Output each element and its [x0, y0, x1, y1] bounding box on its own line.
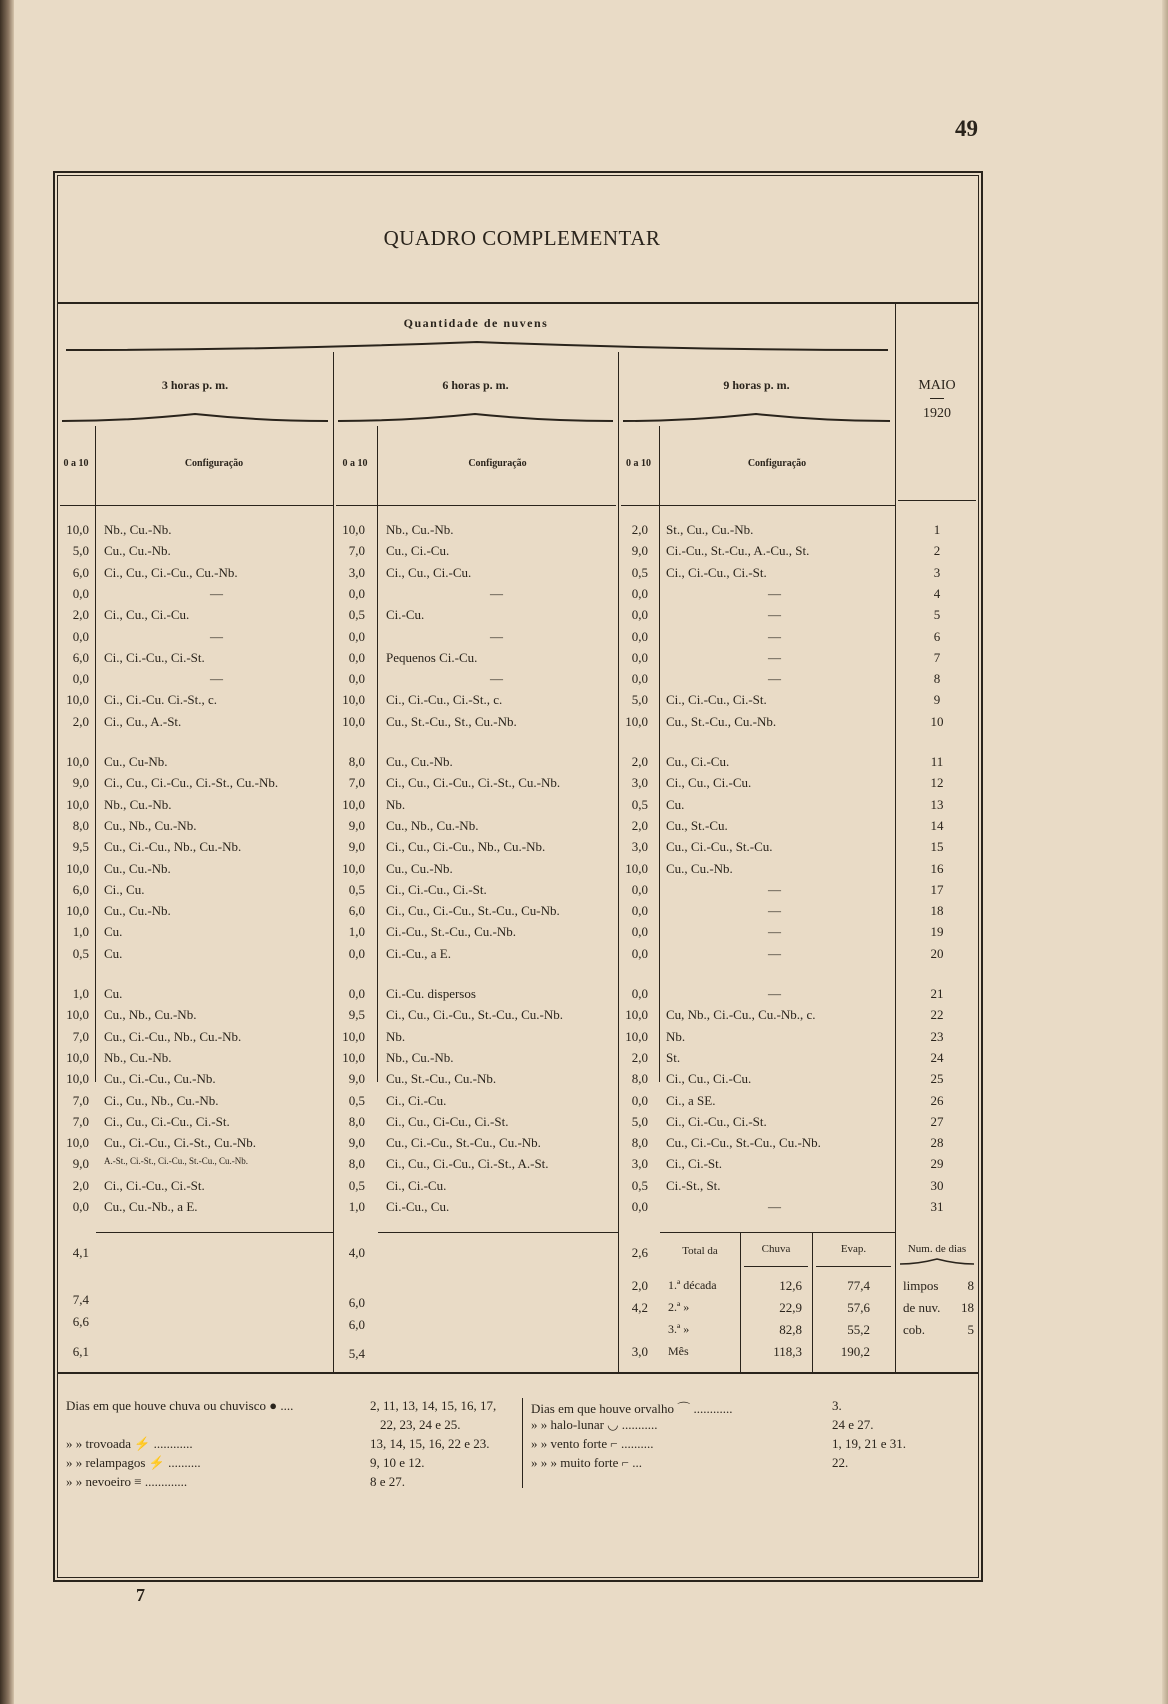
year-label: 1920	[923, 406, 951, 421]
qty-3pm: 6,0	[72, 881, 89, 897]
qty-3pm: 10,0	[66, 1049, 89, 1065]
qty-6pm: 7,0	[348, 543, 365, 559]
d2-9pm: 4,2	[631, 1300, 648, 1315]
qty-9pm: 0,0	[631, 649, 648, 665]
note-left-value: 13, 14, 15, 16, 22 e 23.	[370, 1436, 490, 1451]
cfg-9pm: St., Cu., Cu.-Nb.	[666, 522, 754, 537]
num-dias-brace	[900, 1258, 974, 1266]
cfg-3pm: Cu., Cu.-Nb., a E.	[104, 1199, 198, 1214]
day-number: 29	[930, 1156, 944, 1172]
day-number: 22	[930, 1007, 944, 1023]
qty-6pm: 9,0	[348, 1135, 365, 1151]
qty-6pm: 10,0	[342, 522, 365, 537]
cfg-3pm: —	[210, 628, 223, 644]
day-number: 5	[933, 607, 941, 623]
cfg-3pm: Cu., Ci.-Cu., Nb., Cu.-Nb.	[104, 839, 242, 855]
qty-6pm: 9,0	[348, 839, 365, 855]
cfg-9pm: Nb.	[666, 1028, 686, 1044]
qty-6pm: 10,0	[342, 796, 365, 812]
cfg-9pm: Ci.-Cu., St.-Cu., A.-Cu., St.	[666, 543, 810, 559]
qty-3pm: 0,0	[72, 671, 89, 687]
qty-9pm: 2,0	[631, 522, 648, 537]
sub-cfg-3pm: Configuração	[184, 458, 244, 469]
qty-6pm: 9,5	[348, 1007, 365, 1023]
sub-qty-9pm: 0 a 10	[626, 458, 651, 469]
day-number: 16	[930, 860, 944, 876]
day-number: 27	[930, 1113, 944, 1129]
note-left-label: Dias em que houve chuva ou chuvisco ● ....	[66, 1398, 294, 1413]
denuv-value: 18	[961, 1300, 974, 1315]
day-number: 18	[930, 903, 944, 919]
cfg-9pm: —	[768, 671, 781, 687]
qty-3pm: 5,0	[72, 543, 89, 559]
qty-3pm: 0,5	[72, 945, 89, 961]
note-left-label: » » trovoada ⚡ ............	[66, 1436, 193, 1451]
col-header-6pm: 6 horas p. m.	[442, 378, 509, 392]
qty-9pm: 0,0	[631, 1199, 648, 1214]
qty-9pm: 10,0	[625, 1007, 648, 1023]
qty-6pm: 1,0	[348, 1199, 365, 1214]
cfg-6pm: Ci., Ci.-Cu., Ci.-St., c.	[386, 692, 503, 708]
qty-9pm: 2,0	[631, 1049, 648, 1065]
qty-3pm: 0,0	[72, 1199, 89, 1214]
qty-6pm: 10,0	[342, 1028, 365, 1044]
qty-6pm: 9,0	[348, 1071, 365, 1087]
qty-6pm: 9,0	[348, 817, 365, 833]
qty-6pm: 0,0	[348, 628, 365, 644]
qty-9pm: 8,0	[631, 1135, 648, 1151]
cfg-9pm: Cu., Cu.-Nb.	[666, 860, 733, 876]
cfg-9pm: Cu.	[666, 796, 685, 812]
qty-3pm: 7,0	[72, 1028, 89, 1044]
num-dias-header: Num. de dias	[907, 1243, 967, 1255]
cfg-3pm: Nb., Cu.-Nb.	[104, 1049, 172, 1065]
cfg-9pm: Cu., St.-Cu., Cu.-Nb.	[666, 713, 777, 729]
qty-3pm: 2,0	[72, 1177, 89, 1193]
note-left-value: 8 e 27.	[370, 1474, 406, 1489]
note-left-label: » » relampagos ⚡ ..........	[66, 1455, 201, 1470]
cfg-6pm: Ci.-Cu., a E.	[386, 945, 451, 961]
qty-9pm: 10,0	[625, 713, 648, 729]
note-right-value: 24 e 27.	[832, 1417, 874, 1432]
cfg-9pm: Ci., Ci.-St.	[666, 1156, 722, 1172]
qty-9pm: 3,0	[631, 1156, 648, 1172]
cfg-6pm: Nb., Cu.-Nb.	[386, 1049, 454, 1065]
qty-6pm: 0,0	[348, 585, 365, 601]
cfg-9pm: Cu., Ci.-Cu., St.-Cu., Cu.-Nb.	[666, 1135, 821, 1151]
qty-6pm: 0,0	[348, 671, 365, 687]
decade-chuva: 82,8	[779, 1322, 802, 1337]
note-left-value: 2, 11, 13, 14, 15, 16, 17,	[370, 1398, 497, 1413]
day-number: 20	[930, 945, 944, 961]
limpos-label: limpos	[903, 1278, 939, 1293]
decade-label: Mês	[668, 1344, 689, 1358]
day-number: 10	[930, 713, 944, 729]
qty-6pm: 1,0	[348, 924, 365, 940]
page-title: QUADRO COMPLEMENTAR	[383, 226, 661, 250]
page-edge	[1162, 0, 1168, 1704]
cfg-6pm: Pequenos Ci.-Cu.	[386, 649, 478, 665]
qty-9pm: 5,0	[631, 1113, 648, 1129]
day-number: 25	[930, 1071, 944, 1087]
qty-3pm: 2,0	[72, 713, 89, 729]
qty-9pm: 0,0	[631, 671, 648, 687]
qty-6pm: 0,0	[348, 986, 365, 1001]
total-da-header: Total da	[682, 1245, 718, 1257]
cfg-3pm: —	[210, 585, 223, 601]
day-number: 19	[930, 924, 944, 940]
cfg-3pm: Cu., Nb., Cu.-Nb.	[104, 1007, 197, 1023]
qty-3pm: 7,0	[72, 1092, 89, 1108]
qty-6pm: 10,0	[342, 713, 365, 729]
qty-9pm: 3,0	[631, 839, 648, 855]
decade-chuva: 12,6	[779, 1278, 802, 1293]
cfg-9pm: Cu., Ci.-Cu.	[666, 754, 730, 769]
cfg-3pm: Ci., Cu., Ci.-Cu., Ci.-St.	[104, 1113, 230, 1129]
qty-6pm: 10,0	[342, 692, 365, 708]
cfg-9pm: —	[768, 986, 781, 1001]
qty-6pm: 0,0	[348, 649, 365, 665]
cfg-3pm: Ci., Cu., Ci.-Cu., Cu.-Nb.	[104, 564, 238, 580]
cfg-9pm: Ci., Ci.-Cu., Ci.-St.	[666, 564, 767, 580]
day-number: 7	[933, 649, 941, 665]
day-number: 2	[933, 543, 941, 559]
cfg-9pm: Ci., a SE.	[666, 1092, 716, 1108]
qty-9pm: 3,0	[631, 775, 648, 791]
note-right-value: 3.	[832, 1398, 842, 1413]
cfg-9pm: Cu., St.-Cu.	[666, 817, 728, 833]
qty-6pm: 6,0	[348, 903, 365, 919]
day-number: 14	[930, 817, 944, 833]
cfg-6pm: Cu., St.-Cu., Cu.-Nb.	[386, 1071, 497, 1087]
cfg-3pm: Cu.	[104, 924, 123, 940]
qty-3pm: 6,0	[72, 649, 89, 665]
cfg-6pm: Ci., Cu., Ci.-Cu., Ci.-St., A.-St.	[386, 1156, 549, 1172]
qty-9pm: 0,0	[631, 903, 648, 919]
qty-9pm: 0,0	[631, 881, 648, 897]
decade-evap: 77,4	[847, 1278, 870, 1293]
cfg-3pm: Cu., Cu.-Nb.	[104, 903, 171, 919]
cfg-6pm: Cu., Ci.-Cu., St.-Cu., Cu.-Nb.	[386, 1135, 541, 1151]
cfg-3pm: —	[210, 671, 223, 687]
qty-6pm: 8,0	[348, 754, 365, 769]
cfg-6pm: Ci.-Cu., Cu.	[386, 1199, 450, 1214]
qty-3pm: 10,0	[66, 1071, 89, 1087]
day-number: 24	[930, 1049, 944, 1065]
page-number: 49	[955, 116, 978, 141]
cfg-9pm: St.	[666, 1049, 681, 1065]
qty-3pm: 0,0	[72, 628, 89, 644]
group-header: Quantidade de nuvens	[403, 316, 549, 330]
cfg-9pm: —	[768, 881, 781, 897]
cfg-3pm: Ci., Cu., A.-St.	[104, 713, 182, 729]
qty-6pm: 8,0	[348, 1113, 365, 1129]
d1-6pm: 6,0	[348, 1295, 365, 1310]
month-9pm: 3,0	[631, 1344, 648, 1359]
cfg-3pm: Nb., Cu.-Nb.	[104, 796, 172, 812]
day-number: 23	[930, 1028, 944, 1044]
cfg-6pm: —	[490, 671, 503, 687]
cfg-9pm: —	[768, 607, 781, 623]
cfg-9pm: Cu, Nb., Ci.-Cu., Cu.-Nb., c.	[666, 1007, 816, 1023]
day-number: 4	[933, 585, 941, 601]
decade-chuva: 118,3	[773, 1344, 802, 1359]
cfg-3pm: Ci., Ci.-Cu. Ci.-St., c.	[104, 692, 218, 708]
qty-9pm: 0,5	[631, 564, 648, 580]
cfg-6pm: Ci.-Cu., St.-Cu., Cu.-Nb.	[386, 924, 517, 940]
note-right-label: » » vento forte ⌐ ..........	[531, 1436, 654, 1451]
qty-6pm: 10,0	[342, 1049, 365, 1065]
d2-6pm: 6,0	[348, 1317, 365, 1332]
qty-9pm: 0,0	[631, 607, 648, 623]
cfg-9pm: —	[768, 945, 781, 961]
qty-3pm: 10,0	[66, 522, 89, 537]
qty-6pm: 3,0	[348, 564, 365, 580]
cfg-9pm: Cu., Ci.-Cu., St.-Cu.	[666, 839, 773, 855]
qty-9pm: 0,0	[631, 1092, 648, 1108]
cfg-6pm: Cu., Cu.-Nb.	[386, 860, 453, 876]
qty-3pm: 6,0	[72, 564, 89, 580]
qty-9pm: 0,0	[631, 628, 648, 644]
cfg-9pm: Ci., Ci.-Cu., Ci.-St.	[666, 692, 767, 708]
cfg-3pm: Cu.	[104, 986, 123, 1001]
cfg-3pm: Ci., Cu., Ci.-Cu.	[104, 607, 190, 623]
day-number: 6	[933, 628, 941, 644]
cfg-3pm: Cu., Ci.-Cu., Cu.-Nb.	[104, 1071, 216, 1087]
qty-3pm: 10,0	[66, 692, 89, 708]
day-number: 1	[933, 522, 941, 537]
cfg-9pm: Ci., Cu., Ci.-Cu.	[666, 775, 752, 791]
decade-chuva: 22,9	[779, 1300, 802, 1315]
decade-label: 3.ª »	[668, 1322, 690, 1336]
cfg-9pm: —	[768, 1199, 781, 1214]
day-number: 11	[930, 754, 944, 769]
cfg-6pm: Ci., Ci.-Cu.	[386, 1092, 447, 1108]
chuva-header: Chuva	[761, 1243, 791, 1255]
day-number: 12	[930, 775, 944, 791]
qty-6pm: 8,0	[348, 1156, 365, 1172]
day-number: 8	[933, 671, 941, 687]
evap-header: Evap.	[840, 1243, 867, 1255]
day-number: 28	[930, 1135, 944, 1151]
cfg-6pm: Ci., Cu., Ci.-Cu., Ci.-St., Cu.-Nb.	[386, 775, 561, 791]
note-right-label: » » halo-lunar ◡ ...........	[531, 1417, 658, 1432]
day-number: 13	[930, 796, 944, 812]
cfg-3pm: Ci., Ci.-Cu., Ci.-St.	[104, 1177, 205, 1193]
cfg-6pm: Cu., Nb., Cu.-Nb.	[386, 817, 479, 833]
d1-9pm: 2,0	[631, 1278, 648, 1293]
qty-3pm: 9,0	[72, 775, 89, 791]
qty-6pm: 0,5	[348, 1092, 365, 1108]
qty-9pm: 10,0	[625, 860, 648, 876]
cfg-6pm: Ci., Cu., Ci-Cu., Ci.-St.	[386, 1113, 509, 1129]
qty-9pm: 0,5	[631, 1177, 648, 1193]
note-left-value: 22, 23, 24 e 25.	[380, 1417, 461, 1432]
cfg-3pm: Nb., Cu.-Nb.	[104, 522, 172, 537]
cfg-6pm: Ci., Ci.-Cu., Ci.-St.	[386, 881, 487, 897]
qty-9pm: 0,0	[631, 945, 648, 961]
qty-9pm: 0,5	[631, 796, 648, 812]
cfg-6pm: Cu., Cu.-Nb.	[386, 754, 453, 769]
cfg-6pm: Nb.	[386, 796, 406, 812]
brace-3pm	[62, 412, 328, 424]
cfg-9pm: Ci., Ci.-Cu., Ci.-St.	[666, 1113, 767, 1129]
cfg-6pm: Ci., Cu., Ci.-Cu., St.-Cu., Cu.-Nb.	[386, 1007, 563, 1023]
cob-value: 5	[967, 1322, 974, 1337]
cob-label: cob.	[903, 1322, 926, 1337]
qty-6pm: 10,0	[342, 860, 365, 876]
qty-3pm: 2,0	[72, 607, 89, 623]
cfg-9pm: —	[768, 903, 781, 919]
cfg-3pm: Ci., Cu., Ci.-Cu., Ci.-St., Cu.-Nb.	[104, 775, 279, 791]
qty-9pm: 10,0	[625, 1028, 648, 1044]
denuv-label: de nuv.	[903, 1300, 941, 1315]
qty-9pm: 8,0	[631, 1071, 648, 1087]
qty-6pm: 0,5	[348, 881, 365, 897]
month-6pm: 5,4	[348, 1346, 365, 1361]
note-right-label: » » » muito forte ⌐ ...	[531, 1455, 642, 1470]
limpos-value: 8	[967, 1278, 974, 1293]
day-number: 15	[930, 839, 944, 855]
qty-9pm: 0,0	[631, 585, 648, 601]
qty-3pm: 10,0	[66, 860, 89, 876]
qty-3pm: 10,0	[66, 754, 89, 769]
mean-9pm: 2,6	[631, 1245, 648, 1260]
qty-3pm: 8,0	[72, 817, 89, 833]
cfg-9pm: Ci., Cu., Ci.-Cu.	[666, 1071, 752, 1087]
cfg-6pm: Ci.-Cu. dispersos	[386, 986, 476, 1001]
cfg-3pm: Ci., Cu., Nb., Cu.-Nb.	[104, 1092, 219, 1108]
month-3pm: 6,1	[72, 1344, 89, 1359]
cfg-6pm: Nb.	[386, 1028, 406, 1044]
decade-evap: 190,2	[840, 1344, 870, 1359]
qty-3pm: 1,0	[72, 986, 89, 1001]
qty-6pm: 0,0	[348, 945, 365, 961]
day-number: 9	[933, 692, 941, 708]
cfg-6pm: Ci., Cu., Ci.-Cu.	[386, 564, 472, 580]
cfg-3pm: Cu., Nb., Cu.-Nb.	[104, 817, 197, 833]
day-number: 30	[930, 1177, 944, 1193]
sub-cfg-6pm: Configuração	[468, 458, 527, 469]
decade-label: 1.ª década	[668, 1278, 717, 1292]
cfg-6pm: Nb., Cu.-Nb.	[386, 522, 454, 537]
decade-evap: 57,6	[847, 1300, 870, 1315]
group-brace	[66, 340, 888, 354]
qty-3pm: 9,5	[72, 839, 89, 855]
qty-9pm: 0,0	[631, 986, 648, 1001]
mean-3pm: 4,1	[72, 1245, 89, 1260]
cfg-3pm: Cu., Ci.-Cu., Nb., Cu.-Nb.	[104, 1028, 242, 1044]
note-left-value: 9, 10 e 12.	[370, 1455, 425, 1470]
mean-6pm: 4,0	[348, 1245, 365, 1260]
cfg-9pm: —	[768, 649, 781, 665]
cfg-6pm: Cu., St.-Cu., St., Cu.-Nb.	[386, 713, 517, 729]
cfg-9pm: —	[768, 585, 781, 601]
day-number: 3	[933, 564, 941, 580]
cfg-6pm: —	[490, 628, 503, 644]
qty-6pm: 0,5	[348, 607, 365, 623]
cfg-6pm: Ci., Ci.-Cu.	[386, 1177, 447, 1193]
qty-3pm: 10,0	[66, 903, 89, 919]
qty-3pm: 0,0	[72, 585, 89, 601]
cfg-6pm: Ci.-Cu.	[386, 607, 425, 623]
note-right-value: 1, 19, 21 e 31.	[832, 1436, 907, 1451]
cfg-3pm: Cu., Cu-Nb.	[104, 754, 168, 769]
book-spine	[0, 0, 14, 1704]
note-right-value: 22.	[832, 1455, 849, 1470]
sub-qty-6pm: 0 a 10	[342, 458, 368, 469]
brace-6pm	[338, 412, 613, 424]
decade-label: 2.ª »	[668, 1300, 690, 1314]
qty-3pm: 1,0	[72, 924, 89, 940]
cfg-3pm: Ci., Ci.-Cu., Ci.-St.	[104, 649, 205, 665]
qty-9pm: 0,0	[631, 924, 648, 940]
qty-3pm: 10,0	[66, 1007, 89, 1023]
qty-9pm: 5,0	[631, 692, 648, 708]
day-number: 31	[930, 1199, 944, 1214]
qty-3pm: 7,0	[72, 1113, 89, 1129]
qty-3pm: 10,0	[66, 796, 89, 812]
col-header-9pm: 9 horas p. m.	[723, 378, 790, 392]
cfg-3pm: A.-St., Ci.-St., Ci.-Cu., St.-Cu., Cu.-Nb.	[104, 1156, 249, 1167]
d2-3pm: 6,6	[72, 1314, 89, 1329]
cfg-3pm: Cu., Cu.-Nb.	[104, 543, 171, 559]
cfg-6pm: Ci., Cu., Ci.-Cu., Nb., Cu.-Nb.	[386, 839, 546, 855]
qty-9pm: 2,0	[631, 754, 648, 769]
cfg-6pm: Ci., Cu., Ci.-Cu., St.-Cu., Cu-Nb.	[386, 903, 560, 919]
note-right-label: Dias em que houve orvalho ⌒ ............	[531, 1401, 733, 1416]
day-number: 21	[930, 986, 944, 1001]
cfg-6pm: —	[490, 585, 503, 601]
footer-number: 7	[136, 1585, 145, 1605]
qty-6pm: 0,5	[348, 1177, 365, 1193]
cfg-6pm: Cu., Ci.-Cu.	[386, 543, 450, 559]
qty-9pm: 9,0	[631, 543, 648, 559]
sub-qty-3pm: 0 a 10	[63, 458, 89, 469]
qty-3pm: 10,0	[66, 1135, 89, 1151]
cfg-9pm: —	[768, 628, 781, 644]
note-left-label: » » nevoeiro ≡ .............	[66, 1474, 188, 1489]
sub-cfg-9pm: Configuração	[747, 458, 807, 469]
cfg-3pm: Cu.	[104, 945, 123, 961]
cfg-3pm: Cu., Ci.-Cu., Ci.-St., Cu.-Nb.	[104, 1135, 257, 1151]
cfg-9pm: Ci.-St., St.	[666, 1177, 721, 1193]
cfg-3pm: Ci., Cu.	[104, 881, 145, 897]
col-header-3pm: 3 horas p. m.	[161, 378, 229, 392]
qty-9pm: 2,0	[631, 817, 648, 833]
cfg-3pm: Cu., Cu.-Nb.	[104, 860, 171, 876]
day-number: 17	[930, 881, 944, 897]
qty-3pm: 9,0	[72, 1156, 89, 1172]
d1-3pm: 7,4	[72, 1292, 89, 1307]
decade-evap: 55,2	[847, 1322, 870, 1337]
day-number: 26	[930, 1092, 944, 1108]
month-label: MAIO	[918, 378, 956, 393]
brace-9pm	[623, 412, 890, 424]
cfg-9pm: —	[768, 924, 781, 940]
qty-6pm: 7,0	[348, 775, 365, 791]
